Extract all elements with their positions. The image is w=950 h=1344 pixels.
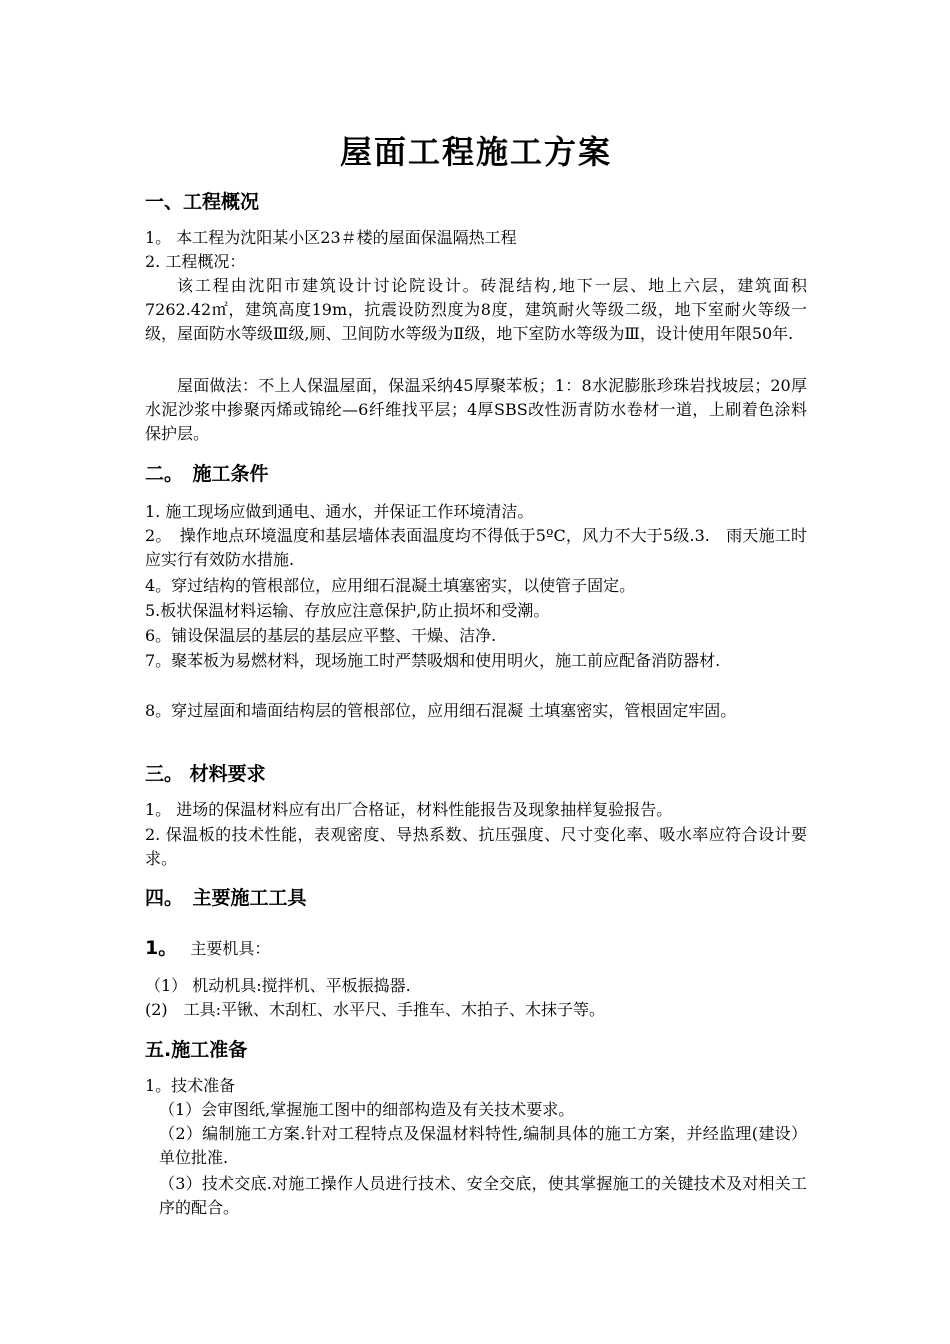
paragraph: （3）技术交底.对施工操作人员进行技术、安全交底，使其掌握施工的关键技术及对相关工序的配合。 — [159, 1174, 807, 1217]
paragraph: 2。 操作地点环境温度和基层墙体表面温度均不得低于5ºC，风力不大于5级.3. 雨天施工时应实行有效防水措施. — [145, 526, 807, 569]
paragraph: 5.板状保温材料运输、存放应注意保护,防止损坏和受潮。 — [145, 601, 550, 620]
paragraph: 2. 保温板的技术性能，表观密度、导热系数、抗压强度、尺寸变化率、吸水率应符合设计要求。 — [145, 825, 807, 868]
paragraph: （1）会审图纸,掌握施工图中的细部构造及有关技术要求。 — [159, 1100, 575, 1119]
section-heading-overview: 一、工程概况 — [145, 191, 260, 213]
tools-item-number: 1。 — [145, 937, 178, 959]
paragraph: 6。铺设保温层的基层的基层应平整、干燥、洁净. — [145, 626, 497, 645]
paragraph: 1。技术准备 — [145, 1076, 236, 1095]
paragraph: 屋面做法：不上人保温屋面，保温采纳45厚聚苯板；1：8水泥膨胀珍珠岩找坡层；20厚水泥沙浆中掺聚丙烯或锦纶—6纤维找平层；4厚SBS改性沥青防水卷材一道，上刷着色涂料保护层。 — [145, 376, 807, 443]
section-heading-conditions: 二。 施工条件 — [145, 463, 269, 485]
document-title: 屋面工程施工方案 — [339, 133, 612, 171]
tools-item-row — [145, 936, 807, 961]
paragraph: 1。 进场的保温材料应有出厂合格证，材料性能报告及现象抽样复验报告。 — [145, 800, 673, 819]
paragraph: 8。穿过屋面和墙面结构层的管根部位，应用细石混凝 土填塞密实，管根固定牢固。 — [145, 701, 737, 720]
paragraph: (2) 工具:平锹、木刮杠、水平尺、手推车、木拍子、木抹子等。 — [145, 1000, 606, 1019]
paragraph: 1。 本工程为沈阳某小区23＃楼的屋面保温隔热工程 — [145, 228, 517, 247]
section-heading-preparation: 五.施工准备 — [145, 1039, 248, 1061]
paragraph: （2）编制施工方案.针对工程特点及保温材料特性,编制具体的施工方案，并经监理(建设）单位批准. — [159, 1124, 807, 1167]
paragraph: 7。聚苯板为易燃材料，现场施工时严禁吸烟和使用明火，施工前应配备消防器材. — [145, 651, 721, 670]
paragraph: 4。穿过结构的管根部位，应用细石混凝土填塞密实，以使管子固定。 — [145, 576, 636, 595]
paragraph: 1. 施工现场应做到通电、通水，并保证工作环境清洁。 — [145, 502, 534, 521]
paragraph: 2. 工程概况： — [145, 252, 246, 271]
paragraph: 该工程由沈阳市建筑设计讨论院设计。砖混结构,地下一层、地上六层，建筑面积7262.42㎡，建筑高度19m，抗震设防烈度为8度，建筑耐火等级二级，地下室耐火等级一级，屋面防水等级Ⅲ级,厕、卫间防水等级为Ⅱ级，地下室防水等级为Ⅲ，设计使用年限50年. — [145, 276, 807, 343]
tools-item-label: 主要机具： — [190, 939, 271, 958]
paragraph: （1） 机动机具:搅拌机、平板振捣器. — [145, 976, 411, 995]
section-heading-tools: 四。 主要施工工具 — [145, 887, 307, 909]
section-heading-materials: 三。 材料要求 — [145, 763, 266, 785]
